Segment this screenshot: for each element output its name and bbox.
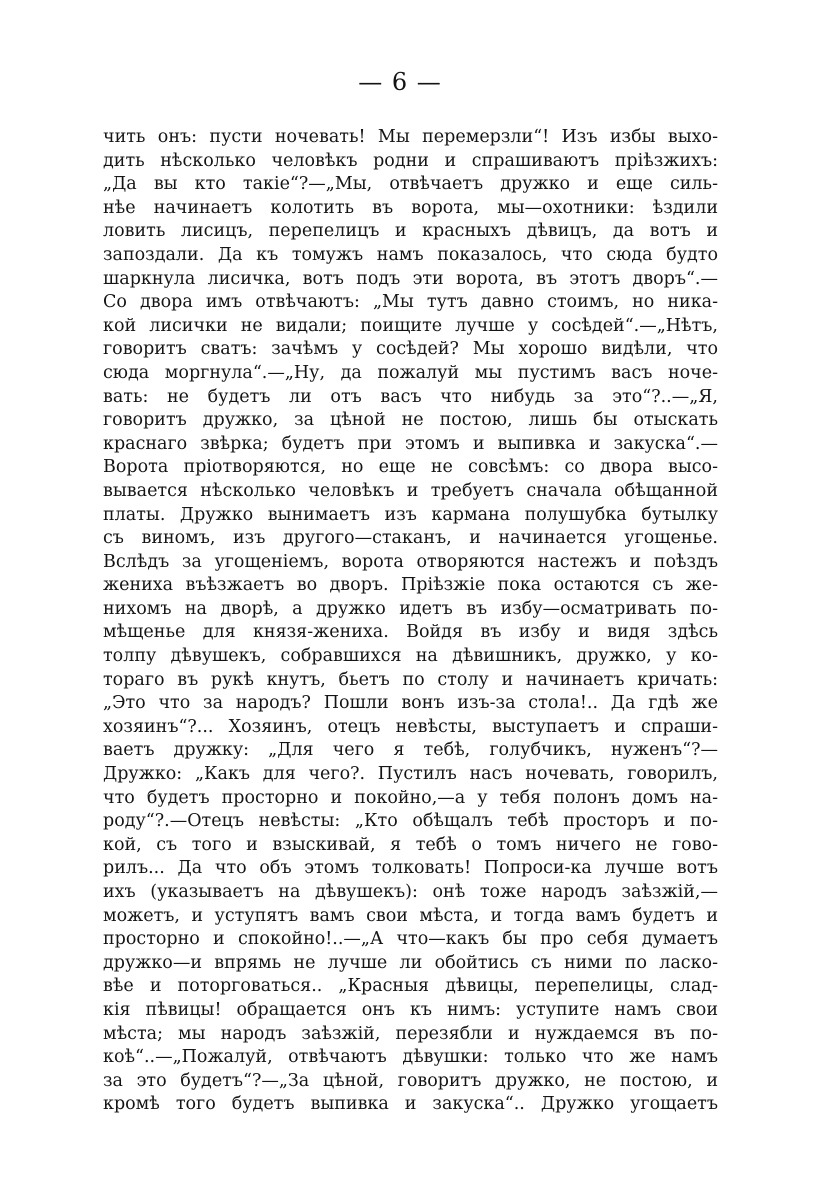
text-line: кія пѣвицы! обращается онъ къ нимъ: уступите намъ свои — [103, 999, 718, 1020]
text-line: дить нѣсколько человѣкъ родни и спрашиваютъ пріѣзжихъ: — [103, 150, 718, 171]
text-line: кой лисички не видали; поищите лучше у сосѣдей“.—„Нѣтъ, — [103, 315, 718, 336]
body-text — [103, 126, 718, 1117]
text-line: шаркнула лисичка, вотъ подъ эти ворота, въ этотъ дворъ“.— — [103, 268, 718, 289]
text-line: за это будетъ“?—„За цѣной, говоритъ дружко, не постою, и — [103, 1070, 718, 1091]
text-line: кромѣ того будетъ выпивка и закуска“.. Дружко угощаетъ — [103, 1094, 718, 1115]
text-line: чить онъ: пусти ночевать! Мы перемерзли“! Изъ избы выхо- — [103, 127, 718, 147]
text-line: „Это что за народъ? Пошли вонъ изъ-за стола!.. Да гдѣ же — [103, 693, 718, 714]
text-line: говоритъ дружко, за цѣной не постою, лишь бы отыскать — [103, 410, 718, 431]
text-line: коѣ“..—„Пожалуй, отвѣчаютъ дѣвушки: только что же намъ — [103, 1047, 718, 1068]
text-line: говоритъ сватъ: зачѣмъ у сосѣдей? Мы хорошо видѣли, что — [103, 339, 718, 360]
text-line: сюда моргнула“.—„Ну, да пожалуй мы пустимъ васъ ноче- — [103, 362, 718, 383]
text-line: краснаго звѣрка; будетъ при этомъ и выпивка и закуска“.— — [103, 433, 718, 454]
text-line: нѣе начинаетъ колотить въ ворота, мы—охотники: ѣздили — [103, 197, 718, 218]
text-line: просторно и спокойно!..—„А что—какъ бы про себя думаетъ — [103, 929, 718, 950]
text-line: вѣе и поторговаться.. „Красныя дѣвицы, перепелицы, слад- — [103, 976, 718, 997]
text-line: Ворота пріотворяются, но еще не совсѣмъ: со двора высо- — [103, 457, 718, 478]
text-line: рилъ... Да что объ этомъ толковать! Попроси-ка лучше вотъ — [103, 858, 718, 879]
text-line: роду“?.—Отецъ невѣсты: „Кто обѣщалъ тебѣ просторъ и по- — [103, 811, 718, 832]
text-line: вывается нѣсколько человѣкъ и требуетъ сначала обѣщанной — [103, 480, 718, 501]
text-line: нихомъ на дворѣ, а дружко идетъ въ избу—осматривать по- — [103, 598, 718, 619]
text-line: можетъ, и уступятъ вамъ свои мѣста, и тогда вамъ будетъ и — [103, 905, 718, 926]
text-line: платы. Дружко вынимаетъ изъ кармана полушубка бутылку — [103, 504, 718, 525]
page-number: — 6 — — [358, 68, 442, 96]
text-line: тораго въ рукѣ кнутъ, бьетъ по столу и начинаетъ кричать: — [103, 669, 718, 690]
text-line: дружко—и впрямь не лучше ли обойтись съ ними по ласко- — [103, 952, 718, 973]
text-line: толпу дѣвушекъ, собравшихся на дѣвишникъ, дружко, у ко- — [103, 646, 718, 667]
text-line: съ виномъ, изъ другого—стаканъ, и начинается угощенье. — [103, 528, 718, 549]
text-line: мѣщенье для князя-жениха. Войдя въ избу и видя здѣсь — [103, 622, 718, 643]
text-line: ихъ (указываетъ на дѣвушекъ): онѣ тоже народъ заѣзжій,— — [103, 882, 718, 902]
text-line: Со двора имъ отвѣчаютъ: „Мы тутъ давно стоимъ, но ника- — [103, 292, 718, 313]
text-line: жениха въѣзжаетъ во дворъ. Пріѣзжіе пока остаются съ же- — [103, 575, 718, 596]
text-line: хозяинъ“?... Хозяинъ, отецъ невѣсты, выступаетъ и спраши- — [103, 716, 718, 737]
text-line: Вслѣдъ за угощеніемъ, ворота отворяются настежъ и поѣздъ — [103, 551, 718, 572]
text-line: запоздали. Да къ томужъ намъ показалось, что сюда будто — [103, 244, 718, 265]
text-line: Дружко: „Какъ для чего?. Пустилъ насъ ночевать, говорилъ, — [103, 764, 718, 785]
text-line: вать: не будетъ ли отъ васъ что нибудь за это“?..—„Я, — [103, 386, 718, 407]
text-line: „Да вы кто такіе“?—„Мы, отвѣчаетъ дружко и еще силь- — [103, 174, 718, 195]
text-line: ваетъ дружку: „Для чего я тебѣ, голубчикъ, нуженъ“?— — [103, 740, 718, 761]
text-line: что будетъ просторно и покойно,—а у тебя полонъ домъ на- — [103, 787, 718, 808]
text-line: кой, съ того и взыскивай, я тебѣ о томъ ничего не гово- — [103, 834, 718, 855]
text-line: ловить лисицъ, перепелицъ и красныхъ дѣвицъ, да вотъ и — [103, 221, 718, 242]
text-line: мѣста; мы народъ заѣзжій, перезябли и нуждаемся въ по- — [103, 1023, 718, 1044]
